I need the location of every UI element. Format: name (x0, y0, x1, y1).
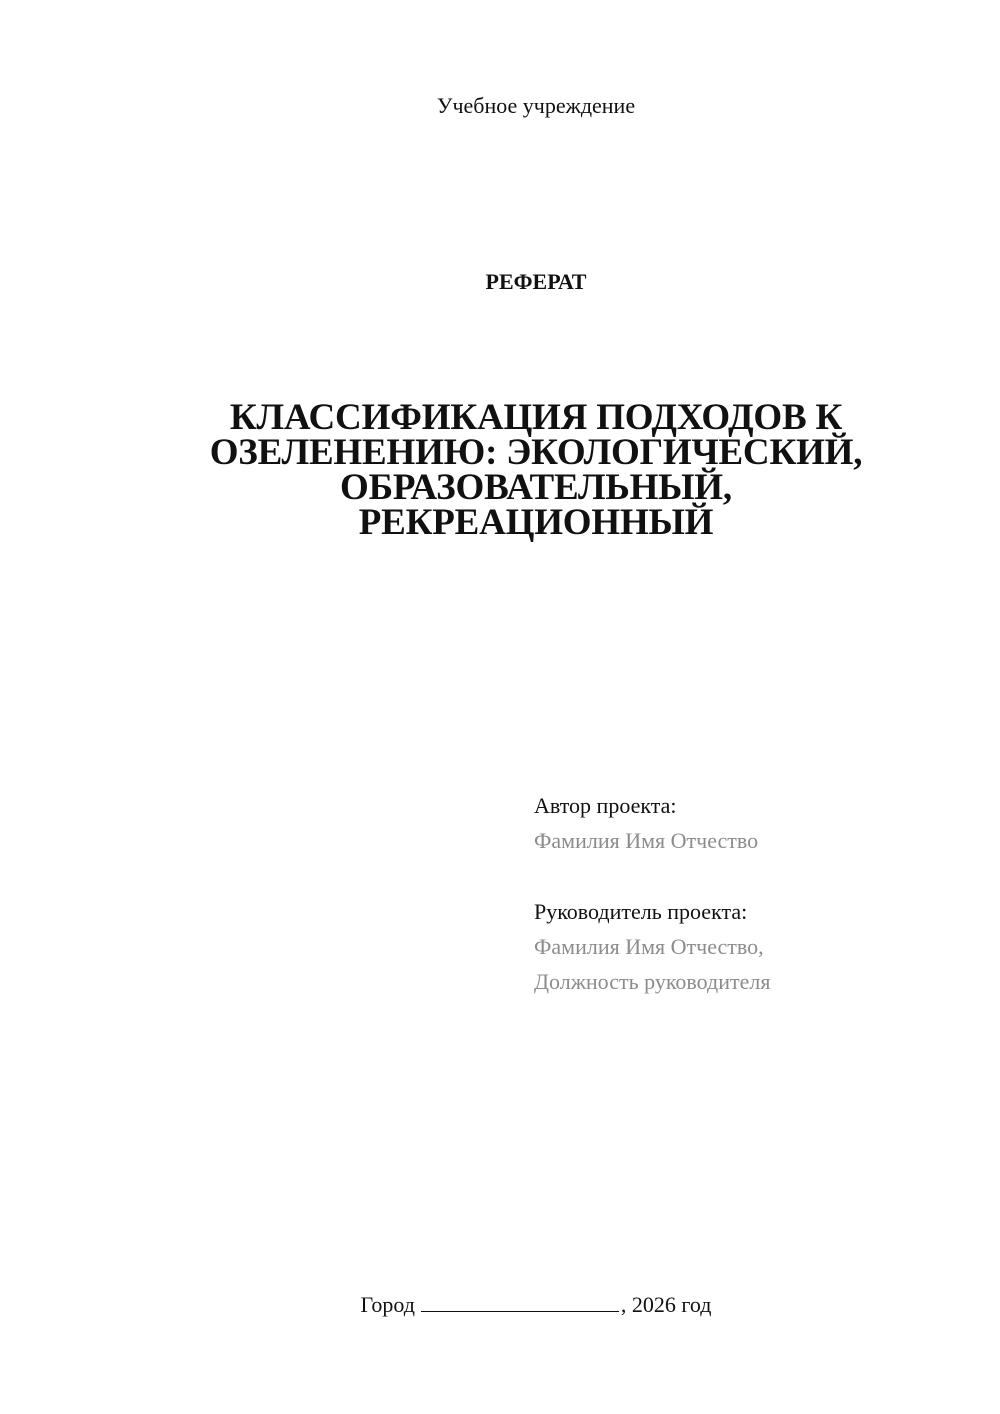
title-line: ОЗЕЛЕНЕНИЮ: ЭКОЛОГИЧЕСКИЙ, (209, 432, 863, 473)
author-name: Фамилия Имя Отчество (534, 828, 759, 853)
document-title (140, 397, 932, 543)
supervisor-name: Фамилия Имя Отчество, (534, 934, 764, 959)
section-spacer (534, 858, 974, 894)
title-line: РЕКРЕАЦИОННЫЙ (358, 502, 714, 543)
city-year-line (0, 1289, 1000, 1320)
supervisor-label: Руководитель проекта: (534, 899, 748, 924)
institution-name: Учебное учреждение (436, 93, 636, 118)
document-type: РЕФЕРАТ (485, 269, 587, 294)
title-line: КЛАССИФИКАЦИЯ ПОДХОДОВ К (229, 397, 843, 438)
project-people (534, 788, 974, 999)
supervisor-position: Должность руководителя (534, 969, 771, 994)
city-blank-line (421, 1289, 619, 1312)
title-line: ОБРАЗОВАТЕЛЬНЫЙ, (340, 467, 732, 508)
author-label: Автор проекта: (534, 793, 677, 818)
year-text: , 2026 год (620, 1292, 712, 1317)
city-label: Город (360, 1292, 415, 1317)
